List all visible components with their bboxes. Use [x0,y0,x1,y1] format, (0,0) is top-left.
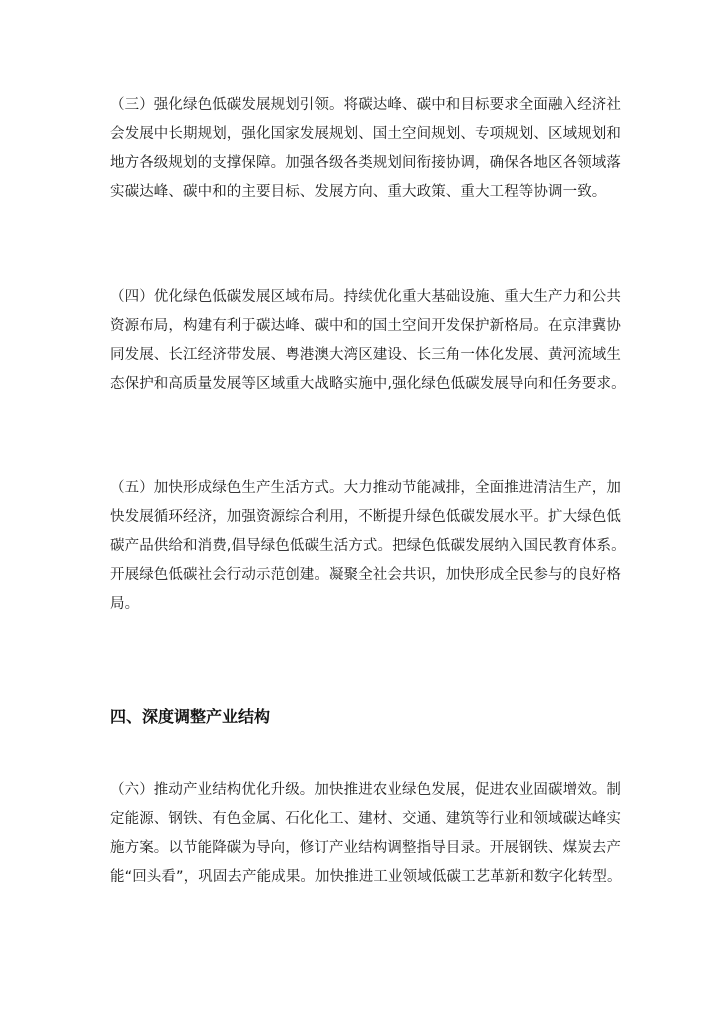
paragraph-line: 资源布局，构建有利于碳达峰、碳中和的国土空间开发保护新格局。在京津冀协 [110,318,621,334]
paragraph-5 [110,474,626,619]
paragraph-line: 快发展循环经济，加强资源综合利用，不断提升绿色低碳发展水平。扩大绿色低 [110,509,621,525]
paragraph-3 [110,91,620,207]
paragraph-line: （五）加快形成绿色生产生活方式。大力推动节能减排，全面推进清洁生产，加 [110,480,621,496]
section-heading: 四、深度调整产业结构 [110,707,271,726]
paragraph-line: 同发展、长江经济带发展、粤港澳大湾区建设、长三角一体化发展、黄河流域生 [110,347,621,363]
paragraph-line: 定能源、钢铁、有色金属、石化化工、建材、交通、建筑等行业和领域碳达峰实 [110,811,621,827]
paragraph-line: 开展绿色低碳社会行动示范创建。凝聚全社会共识，加快形成全民参与的良好格 [110,567,621,583]
paragraph-line: 态保护和高质量发展等区域重大战略实施中,强化绿色低碳发展导向和任务要求。 [110,376,626,392]
paragraph-line: 实碳达峰、碳中和的主要目标、发展方向、重大政策、重大工程等协调一致。 [110,184,607,200]
paragraph-6 [110,776,620,892]
paragraph-line: 局。 [110,596,140,612]
paragraph-line: 会发展中长期规划，强化国家发展规划、国土空间规划、专项规划、区域规划和 [110,126,621,142]
paragraph-line: 碳产品供给和消费,倡导绿色低碳生活方式。把绿色低碳发展纳入国民教育体系。 [110,538,626,554]
paragraph-line: 地方各级规划的支撑保障。加强各级各类规划间衔接协调，确保各地区各领域落 [110,155,621,171]
paragraph-line: （三）强化绿色低碳发展规划引领。将碳达峰、碳中和目标要求全面融入经济社 [110,97,621,113]
paragraph-line: 能“回头看”，巩固去产能成果。加快推进工业领域低碳工艺革新和数字化转型。 [110,869,622,885]
paragraph-line: （四）优化绿色低碳发展区域布局。持续优化重大基础设施、重大生产力和公共 [110,289,621,305]
paragraph-line: 施方案。以节能降碳为导向，修订产业结构调整指导目录。开展钢铁、煤炭去产 [110,840,621,856]
paragraph-4 [110,283,626,399]
paragraph-line: （六）推动产业结构优化升级。加快推进农业绿色发展，促进农业固碳增效。制 [110,782,621,798]
